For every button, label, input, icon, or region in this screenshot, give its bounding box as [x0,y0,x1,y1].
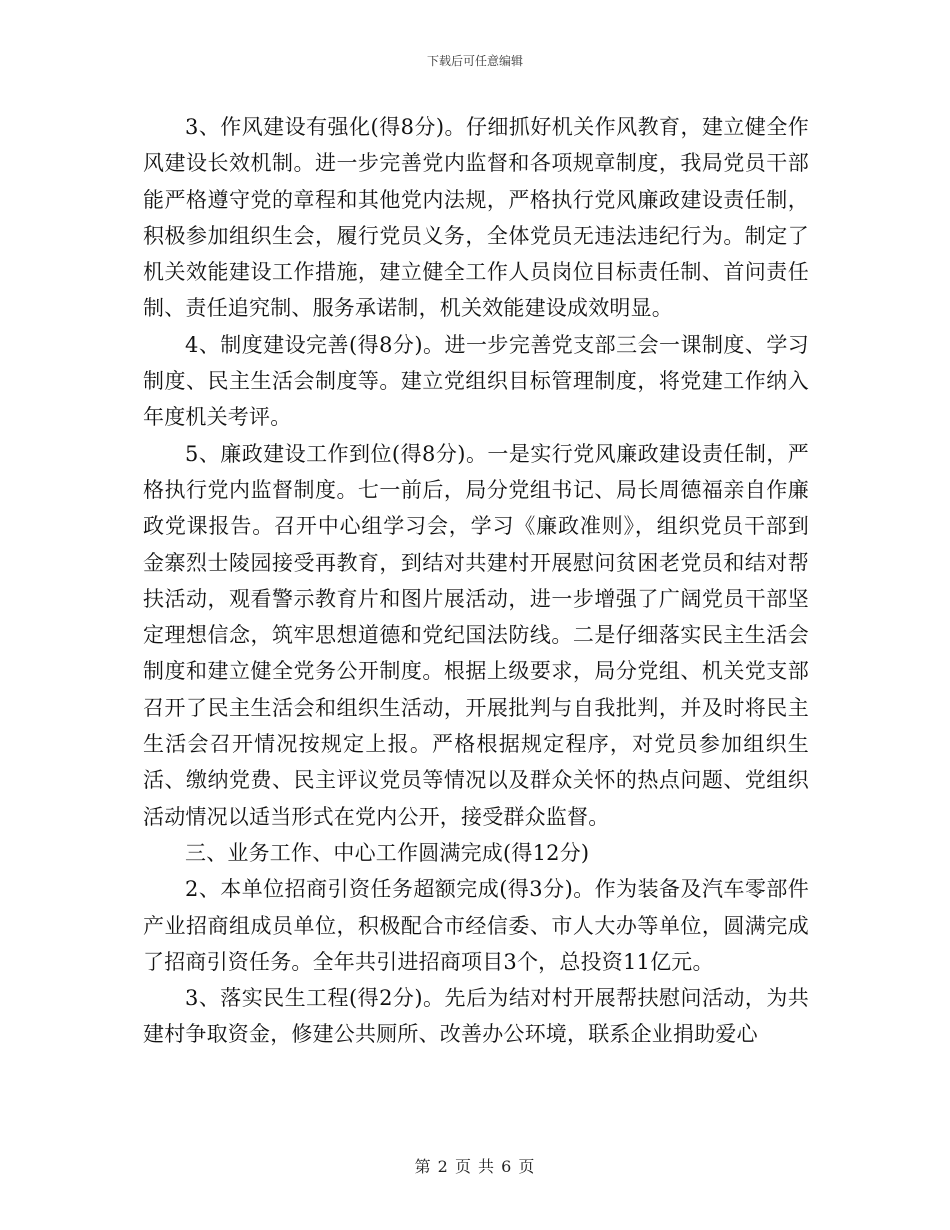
paragraph: 4、制度建设完善(得8分)。进一步完善党支部三会一课制度、学习制度、民主生活会制度等。建立党组织目标管理制度，将党建工作纳入年度机关考评。 [143,332,809,430]
paragraph: 3、落实民生工程(得2分)。先后为结对村开展帮扶慰问活动，为共建村争取资金，修建公共厕所、改善办公环境，联系企业捐助爱心 [143,986,809,1047]
paragraph: 2、本单位招商引资任务超额完成(得3分)。作为装备及汽车零部件产业招商组成员单位，积极配合市经信委、市人大办等单位，圆满完成了招商引资任务。全年共引进招商项目3个，总投资11亿元。 [143,877,809,974]
paragraph: 3、作风建设有强化(得8分)。仔细抓好机关作风教育，建立健全作风建设长效机制。进一步完善党内监督和各项规章制度，我局党员干部能严格遵守党的章程和其他党内法规，严格执行党风廉政建设责任制，积极参加组织生会，履行党员义务，全体党员无违法违纪行为。制定了机关效能建设工作措施，建立健全工作人员岗位目标责任制、首问责任制、责任追究制、服务承诺制，机关效能建设成效明显。 [143,115,809,321]
paragraph: 5、廉政建设工作到位(得8分)。一是实行党风廉政建设责任制，严格执行党内监督制度。七一前后，局分党组书记、局长周德福亲自作廉政党课报告。召开中心组学习会，学习《廉政准则》，组织党员干部到金寨烈士陵园接受再教育，到结对共建村开展慰问贫困老党员和结对帮扶活动，观看警示教育片和图片展活动，进一步增强了广阔党员干部坚定理想信念，筑牢思想道德和党纪国法防线。二是仔细落实民主生活会制度和建立健全党务公开制度。根据上级要求，局分党组、机关党支部召开了民主生活会和组织生活动，开展批判与自我批判，并及时将民主生活会召开情况按规定上报。严格根据规定程序，对党员参加组织生活、缴纳党费、民主评议党员等情况以及群众关怀的热点问题、党组织活动情况以适当形式在党内公开，接受群众监督。 [143,441,809,829]
section-heading: 三、业务工作、中心工作圆满完成(得12分) [185,840,590,865]
document-body [143,109,809,1053]
page-number: 第 2 页 共 6 页 [414,1157,536,1176]
header-note: 下载后可任意编辑 [426,54,523,68]
